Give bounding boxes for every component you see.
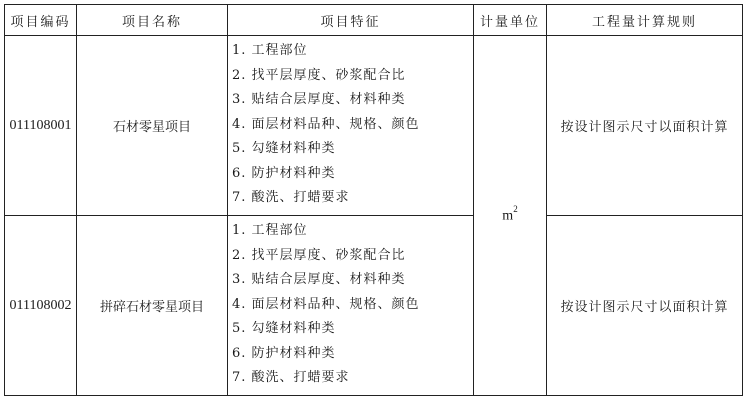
- unit-exponent: 2: [513, 204, 518, 215]
- feature-line: 6. 防护材料种类: [232, 345, 336, 361]
- header-unit: 计量单位: [474, 5, 547, 36]
- item-rule: 按设计图示尺寸以面积计算: [547, 36, 743, 216]
- item-features: [228, 216, 474, 396]
- unit-cell: [474, 36, 547, 396]
- item-features: [228, 36, 474, 216]
- header-features: 项目特征: [228, 5, 474, 36]
- feature-line: 5. 勾缝材料种类: [232, 141, 336, 156]
- feature-line: 2. 找平层厚度、砂浆配合比: [232, 247, 406, 263]
- header-row: [5, 5, 743, 36]
- feature-line: 2. 找平层厚度、砂浆配合比: [232, 67, 406, 83]
- item-name: 拼碎石材零星项目: [77, 216, 228, 396]
- feature-line: 5. 勾缝材料种类: [232, 321, 336, 336]
- table-row: [5, 216, 743, 396]
- feature-line: 4. 面层材料品种、规格、颜色: [232, 296, 420, 312]
- header-rule: 工程量计算规则: [547, 5, 743, 36]
- item-code: 011108002: [5, 216, 77, 396]
- specification-table: [4, 4, 743, 396]
- feature-line: 1. 工程部位: [232, 43, 308, 58]
- feature-line: 4. 面层材料品种、规格、颜色: [232, 116, 420, 132]
- item-code: 011108001: [5, 36, 77, 216]
- header-code: 项目编码: [5, 5, 77, 36]
- feature-line: 6. 防护材料种类: [232, 165, 336, 181]
- feature-line: 7. 酸洗、打蜡要求: [232, 190, 350, 205]
- feature-line: 3. 贴结合层厚度、材料种类: [232, 272, 406, 287]
- feature-line: 3. 贴结合层厚度、材料种类: [232, 92, 406, 107]
- feature-line: 7. 酸洗、打蜡要求: [232, 370, 350, 385]
- feature-line: 1. 工程部位: [232, 223, 308, 238]
- header-name: 项目名称: [77, 5, 228, 36]
- item-name: 石材零星项目: [77, 36, 228, 216]
- table-row: [5, 36, 743, 216]
- item-rule: 按设计图示尺寸以面积计算: [547, 216, 743, 396]
- unit-base: m: [502, 208, 514, 224]
